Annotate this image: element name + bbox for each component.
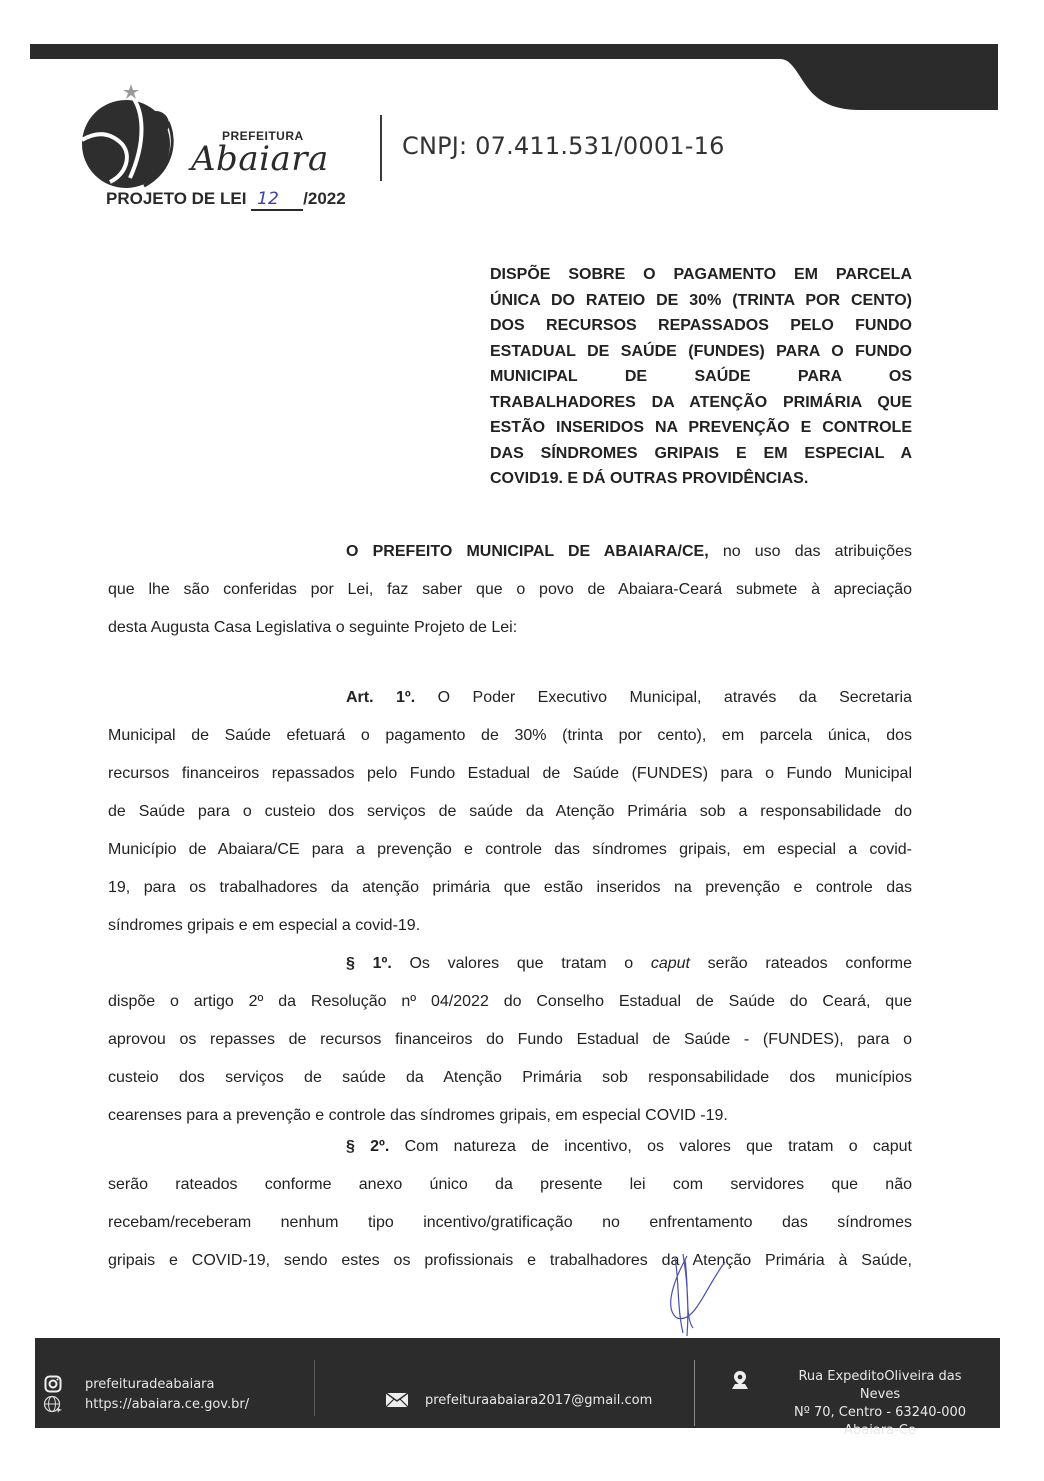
text-line: custeio dos serviços de saúde da Atenção Primária sob responsabilidade dos municípios — [108, 1069, 912, 1086]
caput-italic: caput — [650, 955, 690, 972]
instagram-handle[interactable]: prefeituradeabaiara — [85, 1376, 215, 1392]
text-run: Os valores que tratam o — [391, 955, 651, 972]
text-line: aprovou os repasses de recursos financeiros do Fundo Estadual de Saúde - (FUNDES), para o — [108, 1031, 912, 1048]
projeto-year: /2022 — [303, 189, 346, 208]
ementa-line: ÚNICA DO RATEIO DE 30% (TRINTA POR CENTO) — [490, 291, 912, 309]
address-line: Rua ExpeditoOliveira das Neves — [798, 1369, 962, 1402]
paragraph-1-label: § 1º. — [346, 955, 392, 972]
header-divider — [380, 115, 382, 181]
text-line — [108, 533, 912, 571]
footer-divider — [314, 1360, 315, 1416]
projeto-prefix: PROJETO DE LEI — [106, 189, 252, 208]
brand-abaiara: Abaiara — [191, 139, 329, 179]
text-line: Municipal de Saúde efetuará o pagamento de 30% (trinta por cento), em parcela única, dos — [108, 727, 912, 744]
text-line: Município de Abaiara/CE para a prevenção e controle das síndromes gripais, em especial a covid- — [108, 841, 912, 858]
text-run: serão rateados conforme — [689, 955, 913, 972]
instagram-icon — [43, 1375, 63, 1393]
ementa-block — [490, 262, 912, 492]
article-1 — [108, 679, 912, 945]
paragraph-2-label: § 2º. — [346, 1138, 390, 1155]
handwritten-signature — [665, 1248, 755, 1338]
text-line: cearenses para a prevenção e controle das síndromes gripais, em especial COVID -19. — [108, 1107, 728, 1124]
cnpj-text: CNPJ: 07.411.531/0001-16 — [402, 132, 725, 160]
email-link[interactable]: prefeituraabaiara2017@gmail.com — [425, 1392, 653, 1408]
text-line: serão rateados conforme anexo único da presente lei com servidores que não — [108, 1176, 912, 1193]
star-icon — [123, 84, 139, 99]
footer-bar — [35, 1338, 1000, 1438]
footer-address — [780, 1368, 980, 1440]
ementa-line: ESTÃO INSERIDOS NA PREVENÇÃO E CONTROLE — [490, 419, 912, 436]
paragraph-2 — [108, 1128, 912, 1280]
text-line: 19, para os trabalhadores da atenção primária que estão inseridos na prevenção e controle das — [108, 879, 912, 896]
address-line: Nº 70, Centro - 63240-000 — [793, 1405, 967, 1420]
brand-prefeitura: PREFEITURA — [222, 129, 304, 143]
text-line: síndromes gripais e em especial a covid-19. — [108, 917, 421, 934]
ementa-line: DOS RECURSOS REPASSADOS PELO FUNDO — [490, 317, 912, 334]
text-line — [108, 1128, 912, 1166]
ementa-line: DAS SÍNDROMES GRIPAIS E EM ESPECIAL A — [490, 444, 912, 462]
footer-divider — [694, 1360, 695, 1426]
text-line — [108, 679, 912, 717]
location-pin-icon — [731, 1370, 749, 1394]
footer-email — [385, 1391, 652, 1409]
footer-website — [43, 1395, 249, 1413]
article-1-label: Art. 1º. — [346, 689, 416, 706]
text-line: desta Augusta Casa Legislativa o seguinte Projeto de Lei: — [108, 619, 518, 636]
globe-icon — [43, 1395, 63, 1413]
text-line: recebam/receberam nenhum tipo incentivo/gratificação no enfrentamento das síndromes — [108, 1214, 912, 1231]
text-line: gripais e COVID-19, sendo estes os profissionais e trabalhadores da Atenção Primária à Saúde, — [108, 1252, 912, 1269]
ementa-line: ESTADUAL DE SAÚDE (FUNDES) PARA O FUNDO — [490, 342, 912, 360]
intro-bold-lead: O PREFEITO MUNICIPAL DE ABAIARA/CE, — [346, 543, 709, 560]
projeto-number-handwritten: 12 — [251, 189, 303, 211]
address-line: Abaiara-Ce — [844, 1423, 916, 1438]
text-line: dispõe o artigo 2º da Resolução nº 04/2022 do Conselho Estadual de Saúde do Ceará, que — [108, 993, 912, 1010]
mail-icon — [385, 1391, 409, 1409]
intro-paragraph — [108, 533, 912, 647]
ementa-line: DISPÕE SOBRE O PAGAMENTO EM PARCELA — [490, 266, 912, 283]
text-line — [108, 945, 912, 983]
ementa-line: TRABALHADORES DA ATENÇÃO PRIMÁRIA QUE — [490, 393, 912, 411]
header-corner-block — [760, 44, 998, 110]
text-line: recursos financeiros repassados pelo Fundo Estadual de Saúde (FUNDES) para o Fundo Municipal — [108, 765, 912, 782]
text-line: de Saúde para o custeio dos serviços de saúde da Atenção Primária sob a responsabilidade do — [108, 803, 912, 820]
projeto-de-lei-heading — [106, 189, 346, 211]
ementa-line: MUNICIPAL DE SAÚDE PARA OS — [490, 368, 912, 385]
paragraph-1 — [108, 945, 912, 1135]
text-run: Com natureza de incentivo, os valores que tratam o caput — [389, 1138, 913, 1155]
website-link[interactable]: https://abaiara.ce.gov.br/ — [85, 1396, 250, 1412]
abaiara-logo — [74, 82, 184, 192]
ementa-line: COVID19. E DÁ OUTRAS PROVIDÊNCIAS. — [490, 470, 809, 487]
text-run: O Poder Executivo Municipal, através da Secretaria — [415, 689, 913, 706]
text-line: que lhe são conferidas por Lei, faz saber que o povo de Abaiara-Ceará submete à apreciação — [108, 581, 912, 598]
footer-instagram — [43, 1375, 214, 1393]
text-run: no uso das atribuições — [708, 543, 913, 560]
